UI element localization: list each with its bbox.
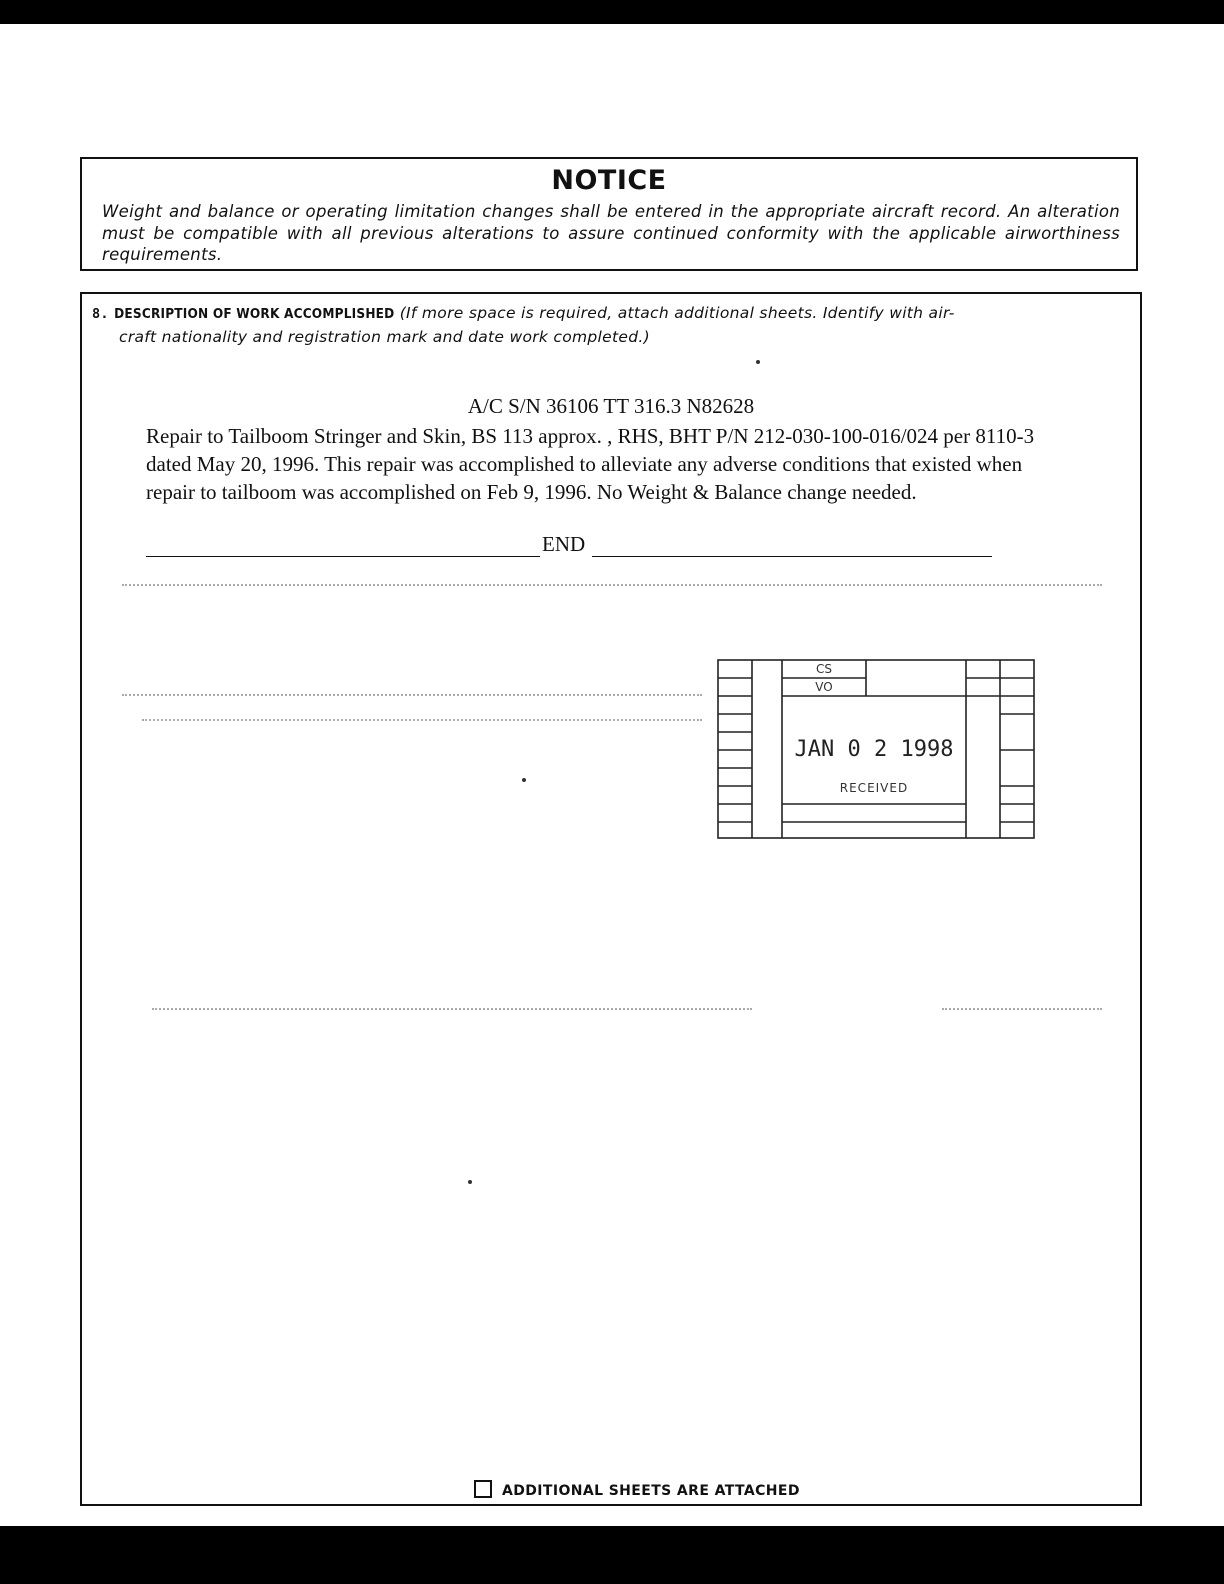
top-black-bar [0,0,1224,24]
end-marker-line [146,530,992,560]
notice-title: NOTICE [551,165,667,196]
stamp-label-vo: VO [815,680,833,694]
additional-sheets-option[interactable] [474,1480,800,1499]
section-instructions-line1: (If more space is required, attach additional sheets. Identify with air- [399,304,955,322]
faint-ruled-line [142,719,702,723]
aircraft-identification: A/C S/N 36106 TT 316.3 N82628 [467,394,755,418]
speck [756,360,760,364]
section-instructions-line2: craft nationality and registration mark and date work completed.) [119,328,650,346]
section-8-header [92,302,1122,349]
stamp-date: JAN 0 2 1998 [794,737,954,762]
notice-text: Weight and balance or operating limitation changes shall be entered in the appropriate aircraft record. An alteration must be compatible with all previous alterations to assure continued conformity with the applicable airworthiness requirements. [102,202,1120,264]
end-rule-right [592,556,992,557]
end-marker: END [542,532,586,556]
additional-sheets-checkbox[interactable] [474,1480,492,1498]
speck [468,1180,472,1184]
faint-ruled-line [122,584,1102,588]
stamp-label-cs: CS [816,662,832,676]
stamp-status: RECEIVED [839,781,909,795]
faint-ruled-line [152,1008,752,1012]
end-rule-left [146,556,540,557]
additional-sheets-label: ADDITIONAL SHEETS ARE ATTACHED [502,1483,800,1499]
section-number: 8. [92,306,109,322]
section-heading: DESCRIPTION OF WORK ACCOMPLISHED [114,306,395,322]
faint-ruled-line [122,694,702,698]
bottom-black-bar [0,1526,1224,1584]
faint-ruled-line [942,1008,1102,1012]
received-date-stamp [716,656,1038,842]
work-description-text: Repair to Tailboom Stringer and Skin, BS 113 approx. , RHS, BHT P/N 212-030-100-016/024 per 8110-3 dated May 20, 1996. This repair was accomplished to alleviate any adverse conditions that existed when repair to tailboom was accomplished on Feb 9, 1996. No Weight & Balance change needed. [146,424,1035,504]
work-description-box [80,292,1142,1506]
notice-box [80,157,1138,271]
speck [522,778,526,782]
